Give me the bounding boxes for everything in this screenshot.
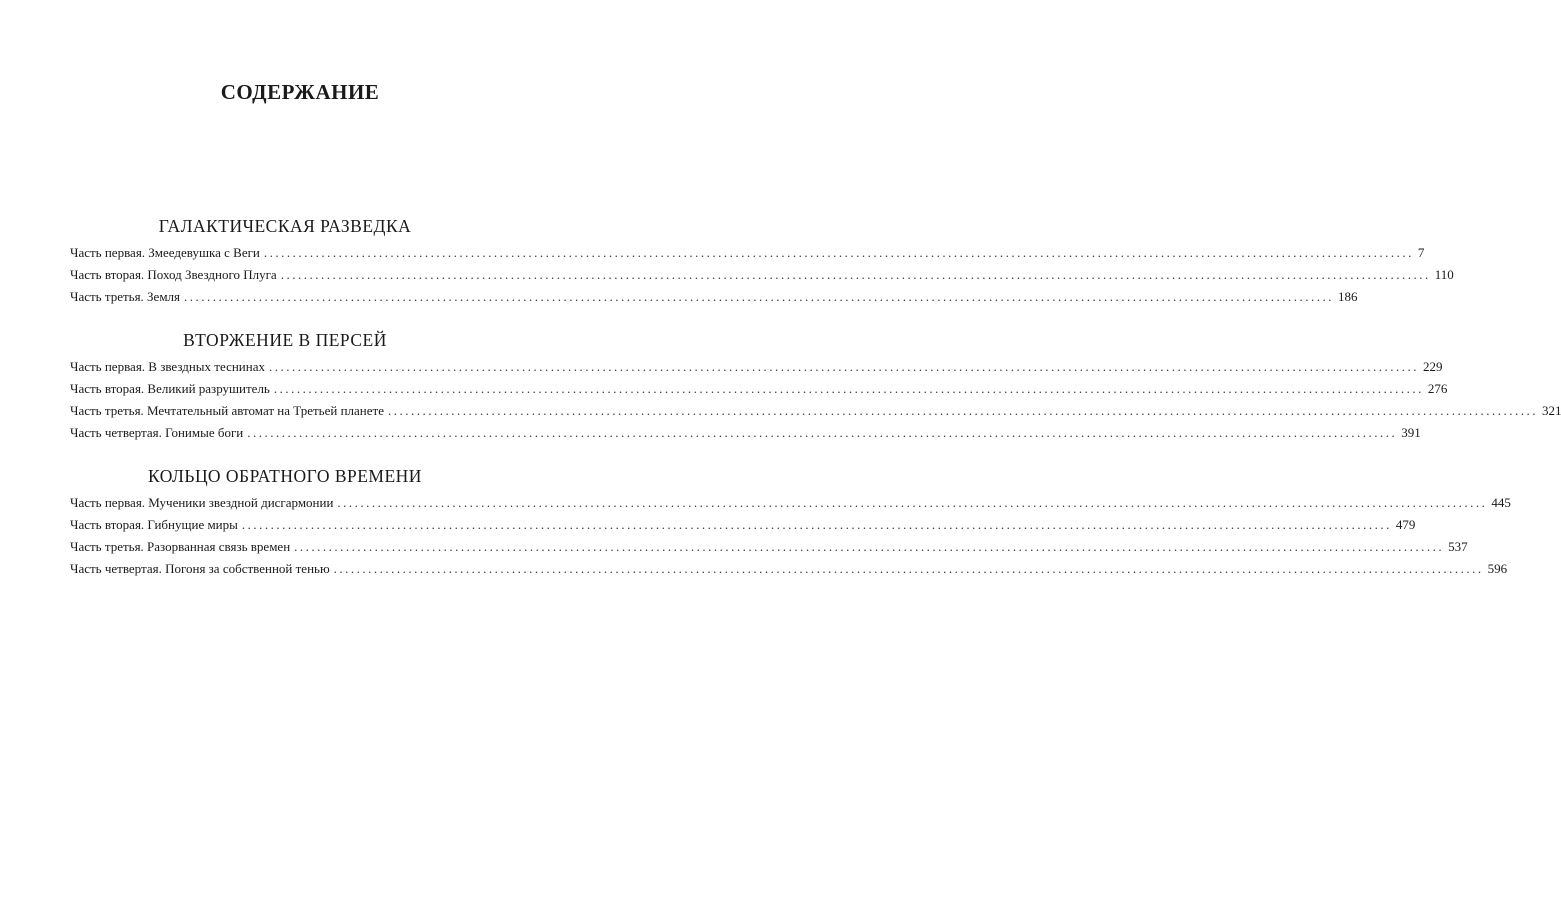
dot-leader: ........................................................................................................................................................................................................ <box>337 495 1488 510</box>
dot-leader: ........................................................................................................................................................................................................ <box>184 289 1335 304</box>
entry-label: Часть четвертая. Гонимые боги <box>70 425 244 440</box>
entry-label: Часть первая. Змеедевушка с Веги <box>70 245 260 260</box>
dot-leader: ........................................................................................................................................................................................................ <box>268 359 1419 374</box>
toc-entry <box>70 514 1416 536</box>
section-title: КОЛЬЦО ОБРАТНОГО ВРЕМЕНИ <box>148 466 422 486</box>
dot-leader: ........................................................................................................................................................................................................ <box>241 517 1392 532</box>
entry-label: Часть вторая. Поход Звездного Плуга <box>70 267 277 282</box>
entry-label: Часть третья. Земля <box>70 289 181 304</box>
toc-entry <box>70 422 1421 444</box>
toc-section <box>70 328 1561 444</box>
toc-entry <box>70 536 1468 558</box>
dot-leader: ........................................................................................................................................................................................................ <box>280 267 1431 282</box>
toc-entry <box>70 400 1561 422</box>
entry-page-number: 7 <box>1417 245 1425 260</box>
dot-leader: ........................................................................................................................................................................................................ <box>247 425 1398 440</box>
dot-leader: ........................................................................................................................................................................................................ <box>263 245 1414 260</box>
entry-page-number: 276 <box>1427 381 1448 396</box>
page-title: СОДЕРЖАНИЕ <box>220 80 380 104</box>
entry-label: Часть вторая. Великий разрушитель <box>70 381 270 396</box>
entry-page-number: 321 <box>1541 403 1561 418</box>
dot-leader: ........................................................................................................................................................................................................ <box>387 403 1538 418</box>
entry-label: Часть первая. Мученики звездной дисгармонии <box>70 495 334 510</box>
toc-entry <box>70 356 1443 378</box>
section-title: ГАЛАКТИЧЕСКАЯ РАЗВЕДКА <box>158 216 412 236</box>
toc-section <box>70 214 1454 308</box>
toc-entry <box>70 264 1454 286</box>
toc-section <box>70 464 1511 580</box>
entry-page-number: 391 <box>1401 425 1421 440</box>
entry-page-number: 596 <box>1487 561 1508 576</box>
dot-leader: ........................................................................................................................................................................................................ <box>273 381 1424 396</box>
entry-page-number: 479 <box>1395 517 1416 532</box>
entry-page-number: 537 <box>1448 539 1468 554</box>
entry-label: Часть первая. В звездных теснинах <box>70 359 265 374</box>
toc-entry <box>70 492 1511 514</box>
entry-label: Часть вторая. Гибнущие миры <box>70 517 238 532</box>
toc-entry <box>70 286 1358 308</box>
entry-page-number: 110 <box>1434 267 1454 282</box>
table-of-contents <box>70 214 1561 600</box>
entry-label: Часть третья. Мечтательный автомат на Третьей планете <box>70 403 384 418</box>
entry-label: Часть третья. Разорванная связь времен <box>70 539 291 554</box>
entry-page-number: 186 <box>1338 289 1358 304</box>
section-title: ВТОРЖЕНИЕ В ПЕРСЕЙ <box>183 330 387 350</box>
toc-entry <box>70 242 1425 264</box>
entry-label: Часть четвертая. Погоня за собственной тенью <box>70 561 330 576</box>
entry-page-number: 229 <box>1422 359 1443 374</box>
entry-page-number: 445 <box>1491 495 1511 510</box>
toc-entry <box>70 378 1448 400</box>
dot-leader: ........................................................................................................................................................................................................ <box>333 561 1484 576</box>
dot-leader: ........................................................................................................................................................................................................ <box>294 539 1445 554</box>
toc-entry <box>70 558 1508 580</box>
